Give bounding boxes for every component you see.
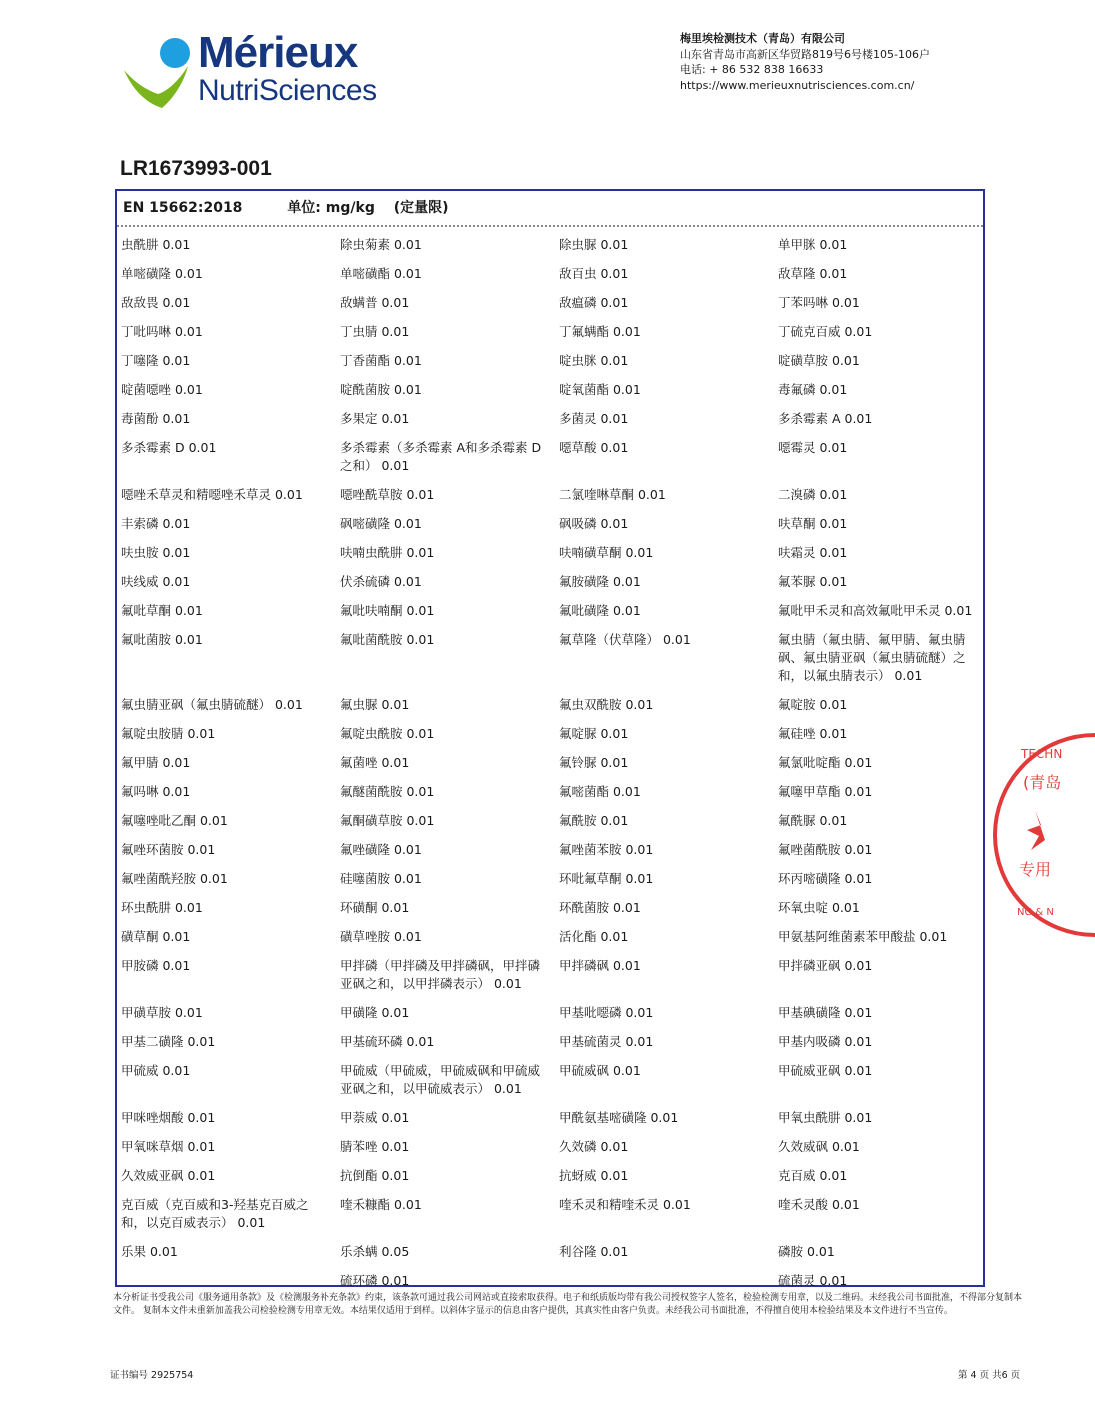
analyte-cell: 丁氟螨酯 0.01 <box>559 324 641 339</box>
analyte-cell: 氟噻唑吡乙酮 0.01 <box>121 813 228 828</box>
analyte-cell: 氟唑环菌胺 0.01 <box>121 842 216 857</box>
analyte-cell: 甲拌磷砜 0.01 <box>559 958 641 973</box>
analyte-cell: 氟菌唑 0.01 <box>340 755 410 770</box>
analyte-cell: 甲基吡噁磷 0.01 <box>559 1005 654 1020</box>
analyte-cell: 二氯喹啉草酮 0.01 <box>559 487 666 502</box>
analyte-cell: 噁唑酰草胺 0.01 <box>340 487 435 502</box>
analyte-cell: 啶酰菌胺 0.01 <box>340 382 422 397</box>
analyte-cell: 甲氧咪草烟 0.01 <box>121 1139 216 1154</box>
analyte-cell: 呋霜灵 0.01 <box>778 545 848 560</box>
analyte-cell: 甲硫威（甲硫威，甲硫威砜和甲硫威亚砜之和，以甲硫威表示） 0.01 <box>340 1063 541 1096</box>
analyte-cell: 啶虫脒 0.01 <box>559 353 629 368</box>
analyte-cell: 甲基碘磺隆 0.01 <box>778 1005 873 1020</box>
analyte-cell: 毒氟磷 0.01 <box>778 382 848 397</box>
analyte-cell: 甲硫威亚砜 0.01 <box>778 1063 873 1078</box>
analyte-cell: 丁香菌酯 0.01 <box>340 353 422 368</box>
analyte-cell: 氟酮磺草胺 0.01 <box>340 813 435 828</box>
analyte-cell: 氟草隆（伏草隆） 0.01 <box>559 632 691 647</box>
analyte-cell: 久效威亚砜 0.01 <box>121 1168 216 1183</box>
unit-label: 单位: mg/kg <box>287 200 375 216</box>
disclaimer-text: 本分析证书受我公司《服务通用条款》及《检测服务补充条款》约束，该条款可通过我公司网站或直接索取获得。电子和纸质版均带有我公司授权签字人签名，检验检测专用章，以及二维码。未经我公司书面批准，不得部分复制本文件。 复制本文件未重新加盖我公司检验检测专用章无效。本结果仅适用于到样。以斜体字显示的信息由客户提供，其真实性由客户负责。未经我公司书面批准，不得擅自使用本检验结果及本文件进行不当宣传。 <box>113 1293 1023 1316</box>
analyte-cell: 毒菌酚 0.01 <box>121 411 191 426</box>
analyte-cell: 氟啶虫酰胺 0.01 <box>340 726 435 741</box>
results-table <box>115 189 985 1287</box>
analyte-cell: 啶磺草胺 0.01 <box>778 353 860 368</box>
analyte-cell: 甲硫威砜 0.01 <box>559 1063 641 1078</box>
company-address: 山东省青岛市高新区华贸路819号6号楼105-106户 <box>680 47 930 61</box>
analyte-cell: 丁吡吗啉 0.01 <box>121 324 203 339</box>
analyte-cell: 环虫酰肼 0.01 <box>121 900 203 915</box>
analyte-cell: 呋草酮 0.01 <box>778 516 848 531</box>
analyte-cell: 氟甲腈 0.01 <box>121 755 191 770</box>
analyte-cell: 除虫脲 0.01 <box>559 237 629 252</box>
analyte-cell: 氟啶胺 0.01 <box>778 697 848 712</box>
stamp-text-4: NG & N <box>1017 907 1054 918</box>
analyte-cell: 砜吸磷 0.01 <box>559 516 629 531</box>
brand-line2: NutriSciences <box>198 74 377 107</box>
analyte-cell: 环磺酮 0.01 <box>340 900 410 915</box>
brand-line1: Mérieux <box>198 28 358 77</box>
analyte-cell: 利谷隆 0.01 <box>559 1244 629 1259</box>
analyte-cell: 噁草酸 0.01 <box>559 440 629 455</box>
analyte-cell: 磺草唑胺 0.01 <box>340 929 422 944</box>
analyte-cell: 环吡氟草酮 0.01 <box>559 871 654 886</box>
red-stamp <box>1015 730 1063 940</box>
method-label: EN 15662:2018 <box>123 200 243 216</box>
analyte-cell: 抗蚜威 0.01 <box>559 1168 629 1183</box>
analyte-cell: 甲基内吸磷 0.01 <box>778 1034 873 1049</box>
logo-dot-icon <box>160 38 190 68</box>
analyte-cell: 久效磷 0.01 <box>559 1139 629 1154</box>
analyte-cell: 环丙嘧磺隆 0.01 <box>778 871 873 886</box>
analyte-cell: 氟虫腈亚砜（氟虫腈硫醚） 0.01 <box>121 697 303 712</box>
analyte-cell: 氟酰脲 0.01 <box>778 813 848 828</box>
analyte-cell: 多菌灵 0.01 <box>559 411 629 426</box>
analyte-cell: 多杀霉素 A 0.01 <box>778 411 873 426</box>
analyte-cell: 甲氨基阿维菌素苯甲酸盐 0.01 <box>778 929 948 944</box>
analyte-cell: 抗倒酯 0.01 <box>340 1168 410 1183</box>
analyte-cell: 多杀霉素（多杀霉素 A和多杀霉素 D之和） 0.01 <box>340 440 542 473</box>
limit-label: (定量限) <box>393 200 449 216</box>
analyte-cell: 甲胺磷 0.01 <box>121 958 191 973</box>
analyte-cell: 噁唑禾草灵和精噁唑禾草灵 0.01 <box>121 487 303 502</box>
analyte-cell: 氟虫双酰胺 0.01 <box>559 697 654 712</box>
analyte-cell: 乐杀螨 0.05 <box>340 1244 410 1259</box>
analyte-cell: 氟吡草酮 0.01 <box>121 603 203 618</box>
analyte-cell: 氟吡呋喃酮 0.01 <box>340 603 435 618</box>
analyte-cell: 氟唑磺隆 0.01 <box>340 842 422 857</box>
analyte-cell: 多杀霉素 D 0.01 <box>121 440 217 455</box>
analyte-cell: 敌螨普 0.01 <box>340 295 410 310</box>
company-info <box>680 31 930 93</box>
analyte-cell: 甲基二磺隆 0.01 <box>121 1034 216 1049</box>
analyte-cell: 氟铃脲 0.01 <box>559 755 629 770</box>
analyte-cell: 甲拌磷亚砜 0.01 <box>778 958 873 973</box>
analyte-cell: 氟氯吡啶酯 0.01 <box>778 755 873 770</box>
analyte-cell: 氟唑菌苯胺 0.01 <box>559 842 654 857</box>
analyte-cell: 甲磺隆 0.01 <box>340 1005 410 1020</box>
analyte-cell: 环酰菌胺 0.01 <box>559 900 641 915</box>
analyte-grid <box>121 233 981 1298</box>
analyte-cell: 甲萘威 0.01 <box>340 1110 410 1125</box>
analyte-cell: 敌瘟磷 0.01 <box>559 295 629 310</box>
analyte-cell: 丁硫克百威 0.01 <box>778 324 873 339</box>
analyte-cell: 丁苯吗啉 0.01 <box>778 295 860 310</box>
analyte-cell: 二溴磷 0.01 <box>778 487 848 502</box>
analyte-cell: 氟唑菌酰羟胺 0.01 <box>121 871 228 886</box>
stamp-text-1: TECHN <box>1021 747 1063 761</box>
analyte-cell: 氟吡菌胺 0.01 <box>121 632 203 647</box>
analyte-cell: 单嘧磺隆 0.01 <box>121 266 203 281</box>
analyte-cell: 氟唑菌酰胺 0.01 <box>778 842 873 857</box>
analyte-cell: 丰索磷 0.01 <box>121 516 191 531</box>
analyte-cell: 甲基硫环磷 0.01 <box>340 1034 435 1049</box>
analyte-cell: 甲咪唑烟酸 0.01 <box>121 1110 216 1125</box>
analyte-cell: 氟吡甲禾灵和高效氟吡甲禾灵 0.01 <box>778 603 973 618</box>
analyte-cell: 呋喃虫酰肼 0.01 <box>340 545 435 560</box>
analyte-cell: 氟胺磺隆 0.01 <box>559 574 641 589</box>
analyte-cell: 敌草隆 0.01 <box>778 266 848 281</box>
analyte-cell: 喹禾灵和精喹禾灵 0.01 <box>559 1197 691 1212</box>
analyte-cell: 噁霉灵 0.01 <box>778 440 848 455</box>
analyte-cell: 腈苯唑 0.01 <box>340 1139 410 1154</box>
dotted-divider <box>117 225 983 227</box>
analyte-cell: 乐果 0.01 <box>121 1244 178 1259</box>
analyte-cell: 活化酯 0.01 <box>559 929 629 944</box>
analyte-cell: 氟虫脲 0.01 <box>340 697 410 712</box>
analyte-cell: 氟苯脲 0.01 <box>778 574 848 589</box>
certificate-number: 证书编号 2925754 <box>110 1370 194 1381</box>
analyte-cell: 呋喃磺草酮 0.01 <box>559 545 654 560</box>
analyte-cell: 呋线威 0.01 <box>121 574 191 589</box>
analyte-cell: 伏杀硫磷 0.01 <box>340 574 422 589</box>
report-id: LR1673993-001 <box>120 157 272 180</box>
analyte-cell: 呋虫胺 0.01 <box>121 545 191 560</box>
analyte-cell: 氟噻甲草酯 0.01 <box>778 784 873 799</box>
analyte-cell: 克百威 0.01 <box>778 1168 848 1183</box>
analyte-cell: 多果定 0.01 <box>340 411 410 426</box>
analyte-cell: 氟酰胺 0.01 <box>559 813 629 828</box>
analyte-cell: 甲酰氨基嘧磺隆 0.01 <box>559 1110 679 1125</box>
analyte-cell: 单甲脒 0.01 <box>778 237 848 252</box>
analyte-cell: 喹禾灵酸 0.01 <box>778 1197 860 1212</box>
analyte-cell: 甲基硫菌灵 0.01 <box>559 1034 654 1049</box>
analyte-cell: 啶菌噁唑 0.01 <box>121 382 203 397</box>
analyte-cell: 磺草酮 0.01 <box>121 929 191 944</box>
analyte-cell: 敌百虫 0.01 <box>559 266 629 281</box>
analyte-cell: 硫环磷 0.01 <box>340 1273 410 1288</box>
analyte-cell: 喹禾糠酯 0.01 <box>340 1197 422 1212</box>
analyte-cell: 克百威（克百威和3-羟基克百威之和，以克百威表示） 0.01 <box>121 1197 309 1230</box>
analyte-cell: 氟吗啉 0.01 <box>121 784 191 799</box>
page-number: 第 4 页 共6 页 <box>958 1370 1021 1381</box>
analyte-cell: 甲氧虫酰肼 0.01 <box>778 1110 873 1125</box>
analyte-cell: 丁虫腈 0.01 <box>340 324 410 339</box>
analyte-cell: 甲硫威 0.01 <box>121 1063 191 1078</box>
analyte-cell: 磷胺 0.01 <box>778 1244 835 1259</box>
analyte-cell: 环氧虫啶 0.01 <box>778 900 860 915</box>
analyte-cell: 砜嘧磺隆 0.01 <box>340 516 422 531</box>
table-header <box>123 197 449 217</box>
analyte-cell: 氟啶虫胺腈 0.01 <box>121 726 216 741</box>
analyte-cell: 氟嘧菌酯 0.01 <box>559 784 641 799</box>
stamp-text-2: (青岛 <box>1023 773 1062 792</box>
analyte-cell: 氟啶脲 0.01 <box>559 726 629 741</box>
analyte-cell: 硫菌灵 0.01 <box>778 1273 848 1288</box>
analyte-cell: 氟虫腈（氟虫腈、氟甲腈、氟虫腈砜、氟虫腈亚砜（氟虫腈硫醚）之和，以氟虫腈表示） 0.01 <box>778 632 966 683</box>
analyte-cell: 丁噻隆 0.01 <box>121 353 191 368</box>
analyte-cell: 氟硅唑 0.01 <box>778 726 848 741</box>
analyte-cell: 甲拌磷（甲拌磷及甲拌磷砜，甲拌磷亚砜之和，以甲拌磷表示） 0.01 <box>340 958 541 991</box>
analyte-cell: 氟醚菌酰胺 0.01 <box>340 784 435 799</box>
company-name: 梅里埃检测技术（青岛）有限公司 <box>680 32 845 45</box>
company-phone: 电话: + 86 532 838 16633 <box>680 63 824 76</box>
analyte-cell: 除虫菊素 0.01 <box>340 237 422 252</box>
merieux-logo <box>118 28 388 118</box>
company-url: https://www.merieuxnutrisciences.com.cn/ <box>680 78 915 92</box>
analyte-cell: 甲磺草胺 0.01 <box>121 1005 203 1020</box>
analyte-cell: 硅噻菌胺 0.01 <box>340 871 422 886</box>
analyte-cell: 氟吡磺隆 0.01 <box>559 603 641 618</box>
analyte-cell: 单嘧磺酯 0.01 <box>340 266 422 281</box>
analyte-cell: 啶氧菌酯 0.01 <box>559 382 641 397</box>
analyte-cell: 久效威砜 0.01 <box>778 1139 860 1154</box>
stamp-text-3: 专用 <box>1019 860 1052 879</box>
analyte-cell: 虫酰肼 0.01 <box>121 237 191 252</box>
analyte-cell: 敌敌畏 0.01 <box>121 295 191 310</box>
analyte-cell: 氟吡菌酰胺 0.01 <box>340 632 435 647</box>
